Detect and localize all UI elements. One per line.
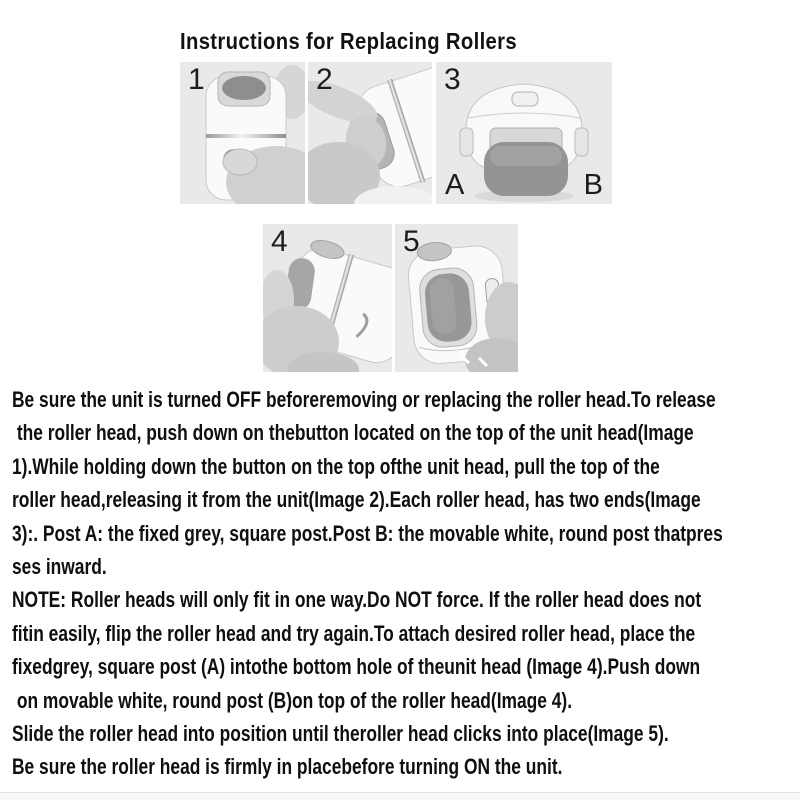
- instruction-line: on movable white, round post (B)on top of the roller head(Image 4).: [12, 687, 573, 713]
- instruction-text: [12, 383, 798, 784]
- figure-4-photo: [263, 224, 392, 372]
- post-b-label: B: [583, 169, 603, 201]
- figure-number: 2: [316, 63, 333, 96]
- figure-number: 5: [403, 225, 420, 258]
- roller: [222, 76, 266, 100]
- instruction-line: Be sure the unit is turned OFF beforeremoving or replacing the roller head.To release: [12, 387, 716, 412]
- post-a-tab: [460, 128, 473, 156]
- roller-highlight: [490, 146, 562, 166]
- bottom-edge-strip: [0, 792, 800, 800]
- post-b-tab: [575, 128, 588, 156]
- instruction-line: Be sure the roller head is firmly in placebefore turning ON the unit.: [12, 754, 563, 780]
- fingertip-shape: [223, 149, 257, 175]
- chrome-stripe: [206, 134, 286, 138]
- instruction-line: NOTE: Roller heads will only fit in one way.Do NOT force. If the roller head does not: [12, 587, 702, 613]
- figure-2-photo: [308, 62, 432, 204]
- post-a-label: A: [445, 169, 465, 201]
- figure-3-photo: [436, 62, 612, 204]
- instruction-line: the roller head, push down on thebutton located on the top of the unit head(Image: [12, 420, 694, 446]
- instruction-line: 1).While holding down the button on the top ofthe unit head, pull the top of the: [12, 453, 660, 479]
- figure-5-photo: [395, 224, 518, 372]
- figure-number: 3: [444, 63, 461, 96]
- instruction-line: ses inward.: [12, 553, 107, 579]
- instruction-line: Slide the roller head into position until theroller head clicks into place(Image 5).: [12, 720, 669, 746]
- figure-number: 4: [271, 225, 288, 258]
- instruction-line: roller head,releasing it from the unit(Image 2).Each roller head, has two ends(Image: [12, 487, 701, 513]
- figure-1-photo: [180, 62, 305, 204]
- figure-number: 1: [188, 63, 205, 96]
- instruction-line: 3):. Post A: the fixed grey, square post.Post B: the movable white, round post thatpres: [12, 520, 723, 546]
- instruction-line: fixedgrey, square post (A) intothe bottom hole of theunit head (Image 4).Push down: [12, 654, 701, 680]
- top-button: [512, 92, 538, 106]
- instruction-line: fitin easily, flip the roller head and try again.To attach desired roller head, place the: [12, 620, 696, 646]
- page-title: Instructions for Replacing Rollers: [180, 28, 517, 54]
